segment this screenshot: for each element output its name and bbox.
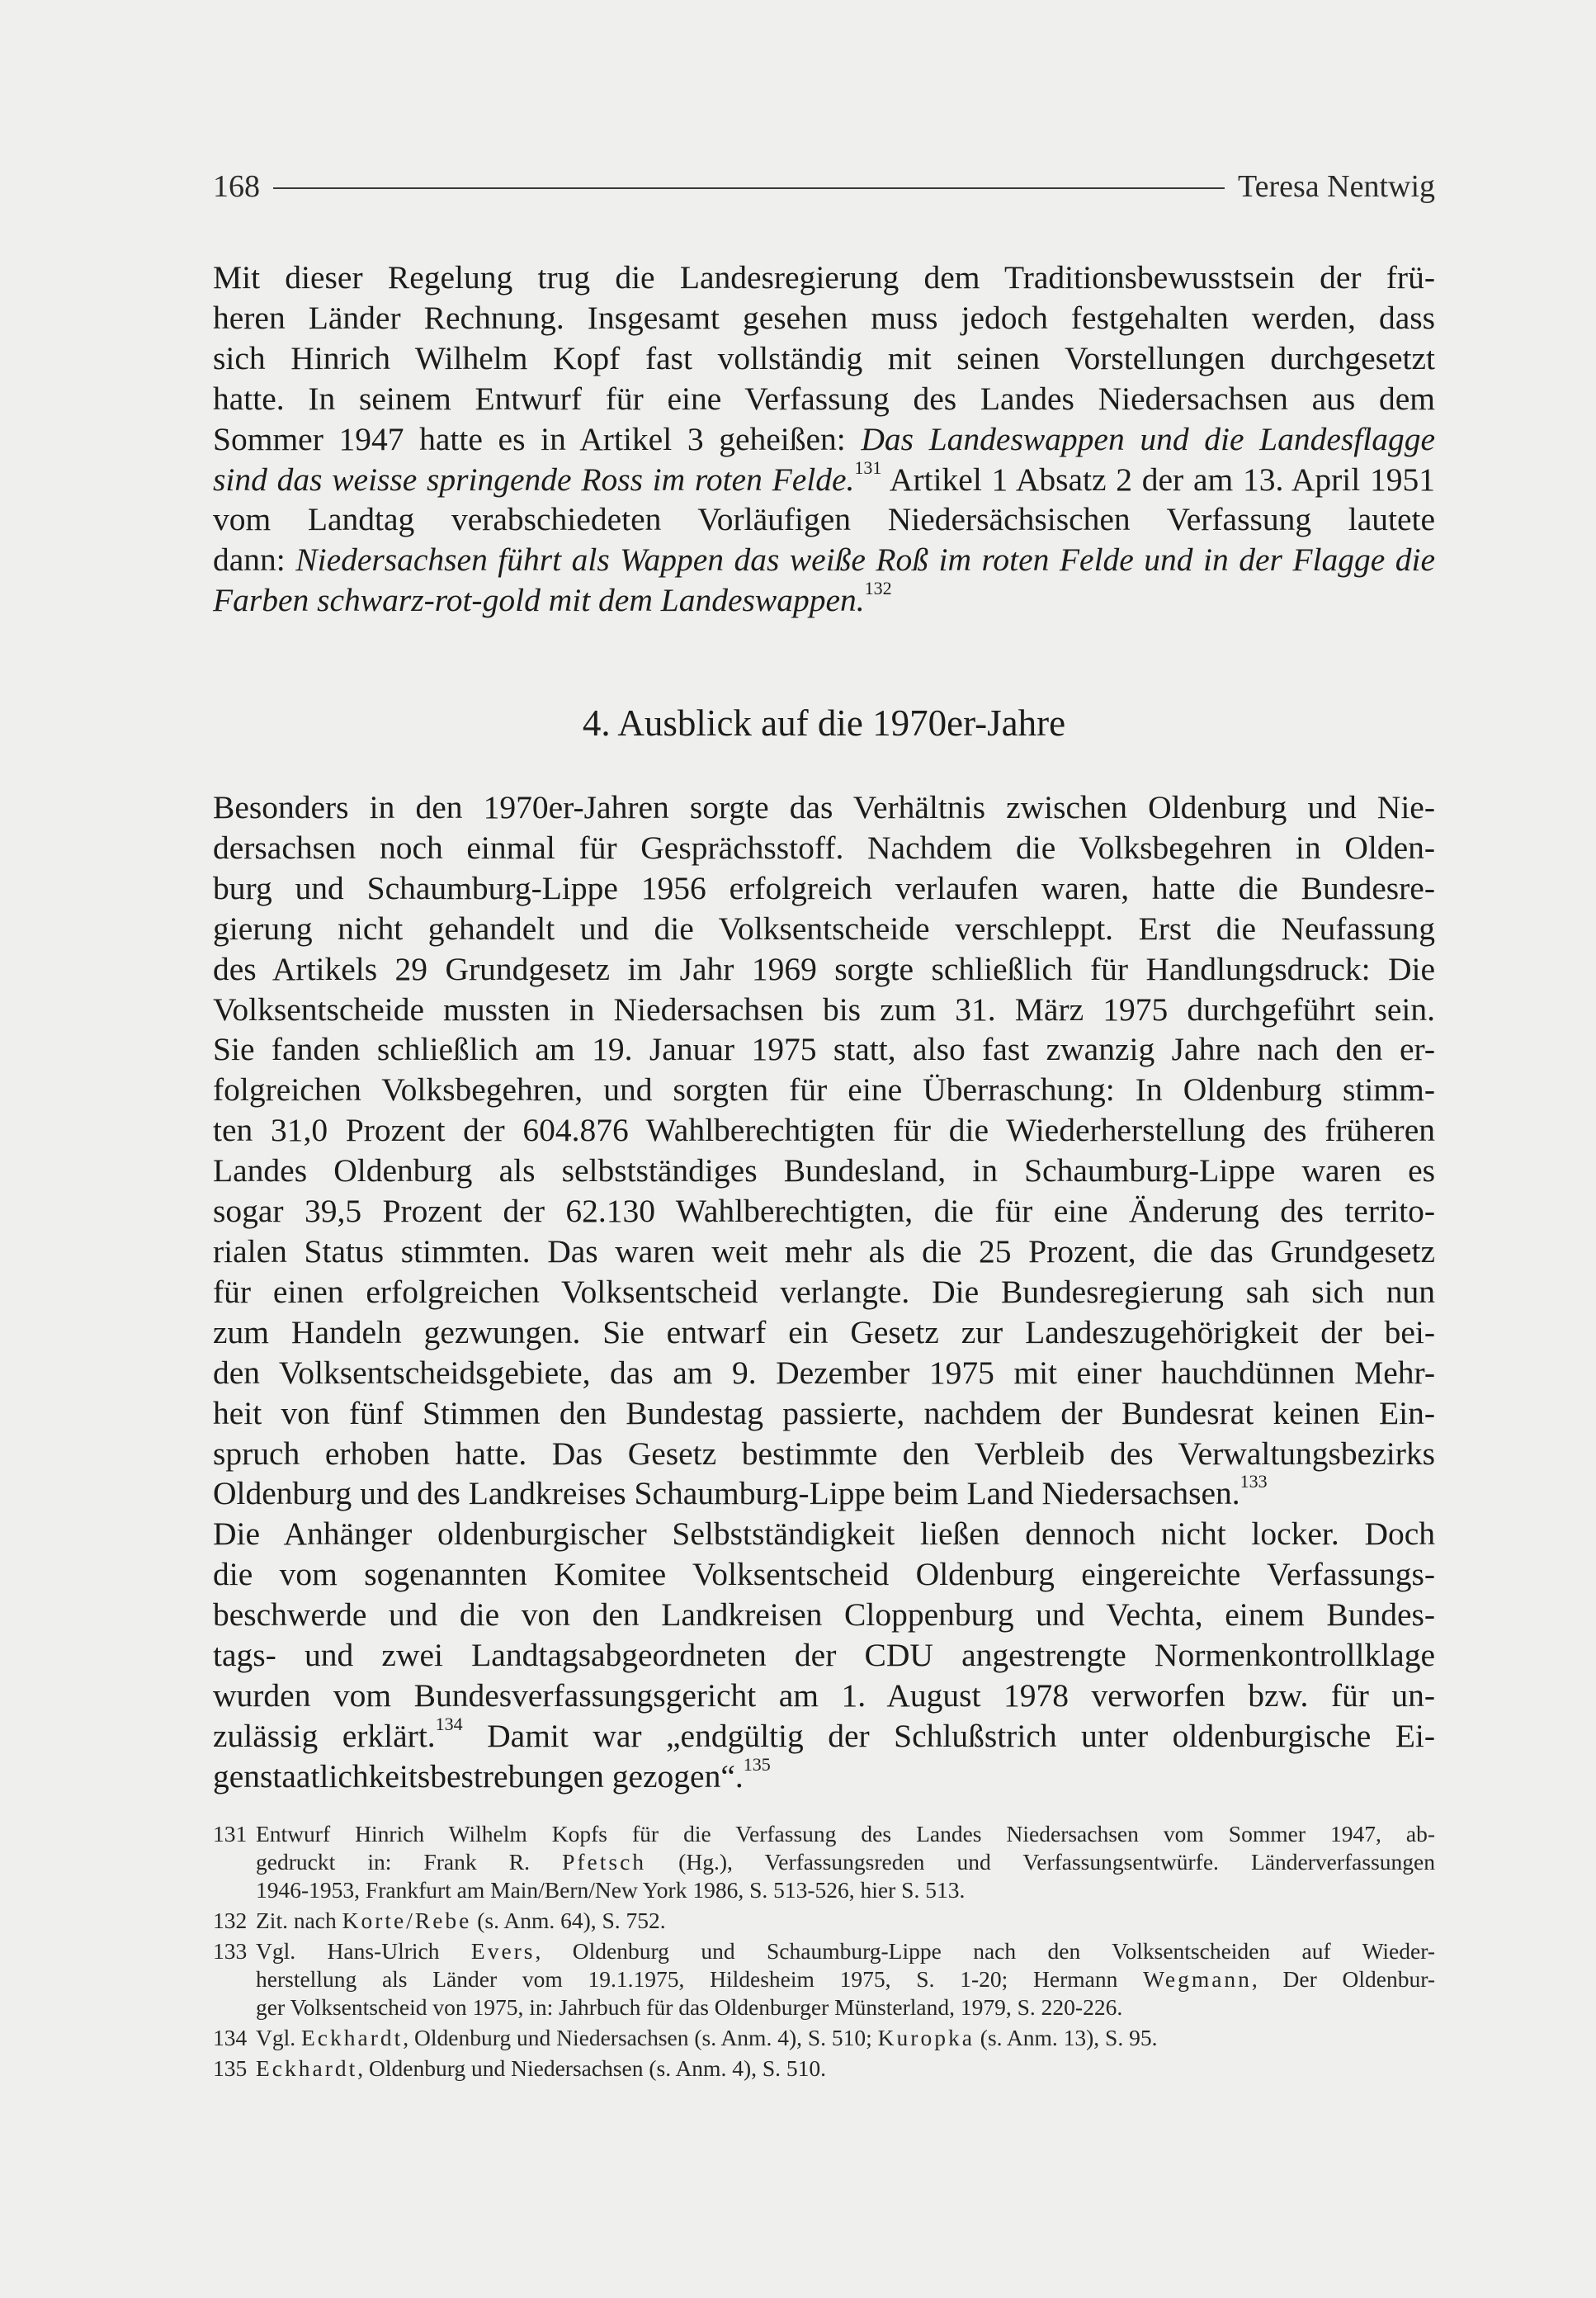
text-line: ger Volksentscheid von 1975, in: Jahrbuch für das Oldenburger Münsterland, 1979, S. 220-226. [256,1994,1123,2020]
text-line: rialen Status stimmten. Das waren weit mehr als die 25 Prozent, die das Grundgesetz [213,1232,1435,1270]
text-line: wurden vom Bundesverfassungsgericht am 1. August 1978 verworfen bzw. für un- [213,1676,1435,1714]
author-name-spaced: Kuropka [877,2025,975,2050]
text-run: Damit war „endgültig der Schlußstrich unter oldenburgische Ei- [462,1717,1435,1754]
footnote-ref[interactable]: 132 [864,578,892,599]
footnote-number: 134 [213,2025,248,2050]
footnote-number: 133 [213,1938,248,1964]
text-run: zulässig erklärt. [213,1717,436,1754]
quotation-italic: Farben schwarz-rot-gold mit dem Landeswappen. [213,582,865,619]
footnote-text [256,1907,1435,1935]
running-header [213,165,1435,208]
paragraph-1 [213,258,1435,621]
footnote-135 [213,2054,1435,2083]
text-line [213,1713,1435,1757]
footnote-text [256,2024,1435,2052]
footnote-ref[interactable]: 133 [1239,1471,1268,1492]
text-line: Landes Oldenburg als selbstständiges Bundesland, in Schaumburg-Lippe waren es [213,1152,1435,1189]
text-line: tags- und zwei Landtagsabgeordneten der CDU angestrengte Normenkontrollklage [213,1637,1435,1674]
footnote-ref[interactable]: 135 [743,1753,771,1775]
text-line [256,2024,1435,2052]
footnote-133 [213,1937,1435,2021]
author-name-spaced: Eckhardt [301,2025,404,2050]
text-run: (s. Anm. 64), S. 752. [471,1908,666,1933]
text-line: Besonders in den 1970er-Jahren sorgte das Verhältnis zwischen Oldenburg und Nie- [213,789,1435,825]
text-line: burg und Schaumburg-Lippe 1956 erfolgreich verlaufen waren, hatte die Bundesre- [213,869,1435,906]
text-line [213,456,1435,500]
footnote-text [256,2054,1435,2083]
text-line [256,1907,1435,1935]
footnote-text [256,1937,1435,2021]
text-run: Vgl. Hans-Ulrich [256,1938,471,1964]
text-line: Mit dieser Regelung trug die Landesregierung dem Traditionsbewusstsein der frü- [213,259,1435,296]
footnote-132 [213,1907,1435,1935]
footnote-ref[interactable]: 131 [854,456,882,478]
footnote-134 [213,2024,1435,2052]
text-line: ten 31,0 Prozent der 604.876 Wahlberechtigten für die Wiederherstellung des früheren [213,1112,1435,1149]
header-rule [273,187,1225,189]
text-run: dann: [213,541,296,579]
text-line: vom Landtag verabschiedeten Vorläufigen Niedersächsischen Verfassung lautete [213,501,1435,538]
text-line [256,1937,1435,1965]
footnote-number: 135 [213,2055,248,2081]
text-run: Oldenburg und des Landkreises Schaumburg-Lippe beim Land Niedersachsen. [213,1475,1240,1512]
text-line: spruch erhoben hatte. Das Gesetz bestimmte den Verbleib des Verwaltungsbezirks [213,1435,1435,1472]
text-line: für einen erfolgreichen Volksentscheid verlangte. Die Bundesregierung sah sich nun [213,1273,1435,1310]
text-line: 1946-1953, Frankfurt am Main/Bern/New York 1986, S. 513-526, hier S. 513. [256,1877,966,1903]
text-line [213,1473,1435,1514]
text-run: gedruckt in: Frank R. [256,1849,563,1875]
text-line [213,419,1435,460]
text-run: herstellung als Länder vom 19.1.1975, Hildesheim 1975, S. 1-20; Hermann [256,1966,1144,1992]
text-run: , Der Oldenbur- [1251,1966,1435,1992]
text-run: , Oldenburg und Schaumburg-Lippe nach den Volksentscheiden auf Wieder- [535,1938,1435,1964]
text-line [213,540,1435,580]
page-number: 168 [213,169,260,204]
text-line [256,1965,1435,1993]
text-line [213,1753,1435,1797]
author-name-spaced: Wegmann [1143,1966,1252,1992]
quotation-italic: sind das weisse springende Ross im roten Felde. [213,461,855,498]
text-line [256,1848,1435,1876]
text-run: (s. Anm. 13), S. 95. [974,2025,1158,2050]
text-line: folgreichen Volksbegehren, und sorgten für eine Überraschung: In Oldenburg stimm- [213,1071,1435,1109]
author-name-spaced: Korte/Rebe [342,1908,472,1933]
text-run: , Oldenburg und Niedersachsen (s. Anm. 4), S. 510. [357,2055,827,2081]
footnote-number: 132 [213,1908,248,1933]
text-run: genstaatlichkeitsbestrebungen gezogen“. [213,1757,744,1794]
text-line: hatte. In seinem Entwurf für eine Verfassung des Landes Niedersachsen aus dem [213,380,1435,417]
text-run: , Oldenburg und Niedersachsen (s. Anm. 4), S. 510; [403,2025,878,2050]
author-name-spaced: Evers [470,1938,536,1964]
text-line: Volksentscheide mussten in Niedersachsen bis zum 31. März 1975 durchgeführt sein. [213,991,1435,1028]
text-run: Sommer 1947 hatte es in Artikel 3 geheißen: [213,420,862,457]
author-name-spaced: Eckhardt [256,2055,358,2081]
footnote-ref[interactable]: 134 [435,1713,463,1734]
text-line: gierung nicht gehandelt und die Volksentscheide verschleppt. Erst die Neufassung [213,910,1435,947]
text-line: des Artikels 29 Grundgesetz im Jahr 1969 sorgte schließlich für Handlungsdruck: Die [213,950,1435,987]
section-heading: 4. Ausblick auf die 1970er-Jahre [582,702,1066,744]
text-line: zum Handeln gezwungen. Sie entwarf ein Gesetz zur Landeszugehörigkeit der bei- [213,1313,1435,1350]
paragraph-2 [213,787,1435,1797]
text-run: Vgl. [256,2025,301,2050]
text-line [213,580,1435,621]
text-line [256,2054,1435,2083]
text-run: (Hg.), Verfassungsreden und Verfassungsentwürfe. Länderverfassungen [646,1849,1435,1875]
footnote-131 [213,1820,1435,1904]
text-line: Entwurf Hinrich Wilhelm Kopfs für die Verfassung des Landes Niedersachsen vom Sommer 1947, ab- [256,1821,1435,1846]
footnote-number: 131 [213,1821,248,1846]
text-line: die vom sogenannten Komitee Volksentscheid Oldenburg eingereichte Verfassungs- [213,1556,1435,1593]
quotation-italic: Das Landeswappen und die Landesflagge [861,420,1435,457]
quotation-italic: Niedersachsen führt als Wappen das weiße Roß im roten Felde und in der Flagge die [295,541,1435,579]
text-line: heren Länder Rechnung. Insgesamt gesehen muss jedoch festgehalten werden, dass [213,299,1435,336]
author-name-spaced: Pfetsch [562,1849,647,1875]
footnote-text [256,1820,1435,1904]
text-line: sogar 39,5 Prozent der 62.130 Wahlberechtigten, die für eine Änderung des territo- [213,1193,1435,1230]
text-line: beschwerde und die von den Landkreisen Cloppenburg und Vechta, einem Bundes- [213,1596,1435,1634]
text-line: Die Anhänger oldenburgischer Selbstständigkeit ließen dennoch nicht locker. Doch [213,1515,1435,1553]
text-run: Artikel 1 Absatz 2 der am 13. April 1951 [881,461,1435,498]
author-name: Teresa Nentwig [1238,169,1435,204]
footnotes [213,1820,1435,2085]
text-run: Zit. nach [256,1908,342,1933]
text-line: den Volksentscheidsgebiete, das am 9. Dezember 1975 mit einer hauchdünnen Mehr- [213,1354,1435,1391]
text-line: Sie fanden schließlich am 19. Januar 1975 statt, also fast zwanzig Jahre nach den er- [213,1031,1435,1068]
text-line: heit von fünf Stimmen den Bundestag passierte, nachdem der Bundesrat keinen Ein- [213,1394,1435,1431]
text-line: sich Hinrich Wilhelm Kopf fast vollständig mit seinen Vorstellungen durchgesetzt [213,339,1435,376]
text-line: dersachsen noch einmal für Gesprächsstoff. Nachdem die Volksbegehren in Olden- [213,829,1435,866]
